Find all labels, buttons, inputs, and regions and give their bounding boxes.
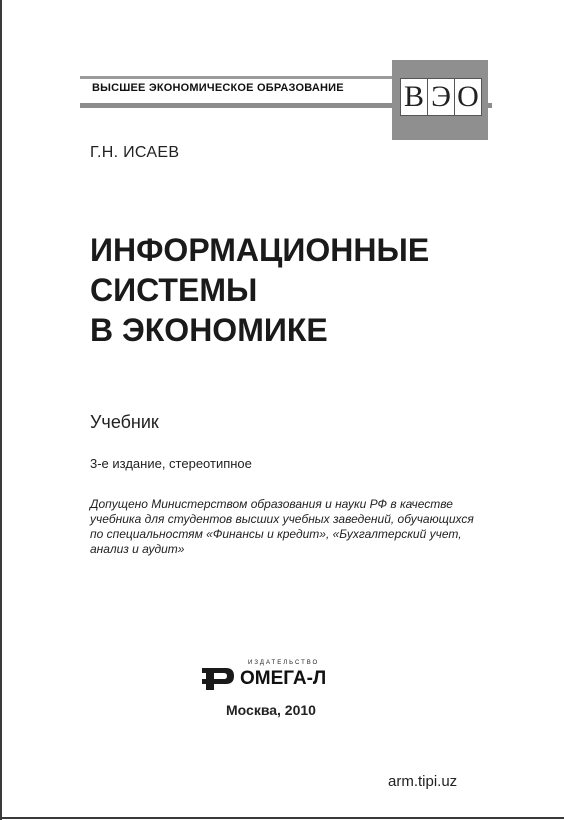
publisher-name: ОМЕГА-Л (240, 668, 327, 689)
edition-note: 3-е издание, стереотипное (90, 456, 252, 471)
veo-logo (392, 60, 488, 140)
watermark: arm.tipi.uz (388, 773, 458, 790)
page-frame-left (0, 0, 2, 820)
approval-text (90, 497, 510, 557)
publisher-emblem-icon (200, 662, 236, 692)
book-subtitle: Учебник (90, 412, 159, 432)
book-title (90, 230, 429, 350)
approval-line: Допущено Министерством образования и науки РФ в качестве (90, 497, 453, 511)
author-name: Г.Н. ИСАЕВ (90, 144, 180, 161)
title-line: В ЭКОНОМИКЕ (90, 312, 328, 348)
publisher-logo (200, 660, 360, 692)
title-line: СИСТЕМЫ (90, 272, 258, 308)
approval-line: по специальностям «Финансы и кредит», «Бухгалтерский учет, (90, 527, 462, 541)
veo-letter-3: О (454, 78, 482, 116)
publisher-small-label: ИЗДАТЕЛЬСТВО (248, 660, 320, 666)
city-year: Москва, 2010 (226, 702, 316, 718)
page-frame-bottom (0, 817, 564, 819)
series-rule-top (80, 76, 392, 79)
veo-letter-1: В (400, 78, 428, 116)
veo-letter-2: Э (427, 78, 455, 116)
series-label: ВЫСШЕЕ ЭКОНОМИЧЕСКОЕ ОБРАЗОВАНИЕ (92, 82, 344, 94)
approval-line: анализ и аудит» (90, 542, 185, 556)
approval-line: учебника для студентов высших учебных заведений, обучающихся (90, 512, 474, 526)
title-line: ИНФОРМАЦИОННЫЕ (90, 232, 430, 268)
